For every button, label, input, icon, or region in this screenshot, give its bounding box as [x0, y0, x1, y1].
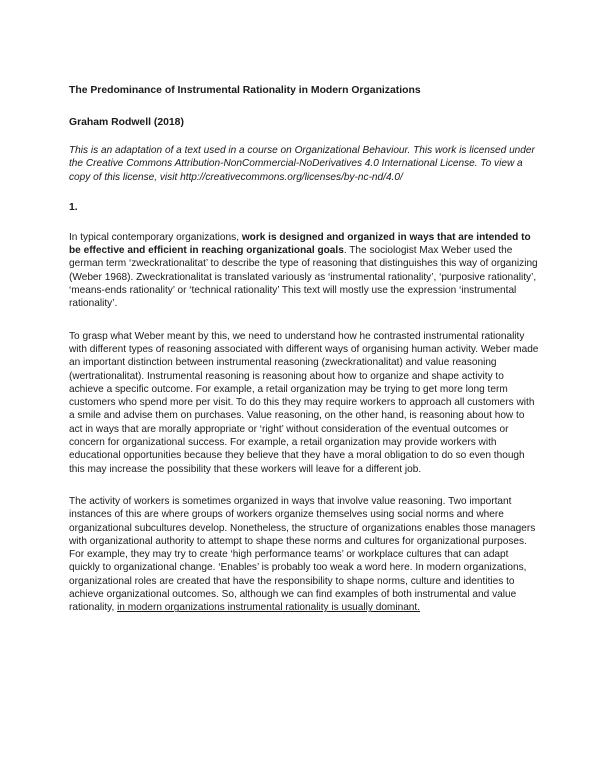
document-title: The Predominance of Instrumental Rationality in Modern Organizations — [69, 85, 421, 96]
paragraph-1-emphasis: work is designed and organized in ways that are intended to be effective and efficient in reaching organizational goals — [69, 231, 531, 257]
paragraph-3 — [69, 495, 539, 615]
paragraph-2: To grasp what Weber meant by this, we need to understand how he contrasted instrumental rationality with different types of reasoning associated with different ways of organising human activity. Weber made an important distinction between instrumental reasoning (zweckrationalitat) and value reasoning (wertrationalitat). Instrumental reasoning is reasoning about how to organize and shape activity to achieve a specific outcome. For example, a retail organization may be trying to get more long term customers who spend more per visit. To do this they may require workers to approach all customers with a smile and advise them on purchases. Value reasoning, on the other hand, is reasoning about how to act in ways that are morally appropriate or ‘right’ without consideration of the eventual outcomes or concern for organizational success. For example, a retail organization may provide workers with educational opportunities because they believe that they have a moral obligation to do so even though this may increase the possibility that these workers will leave for a different job. — [69, 330, 539, 475]
license-notice: This is an adaptation of a text used in a course on Organizational Behaviour. This work is licensed under the Creative Commons Attribution-NonCommercial-NoDerivatives 4.0 International License. To view a copy of this license, visit http://creativecommons.org/licenses/by-nc-nd/4.0/ — [69, 145, 535, 183]
document-author: Graham Rodwell (2018) — [69, 117, 184, 128]
section-number: 1. — [69, 201, 78, 213]
paragraph-1-rest: . The sociologist Max Weber used the german term ‘zweckrationalitat’ to describe the type of reasoning that distinguishes this way of organizing (Weber 1968). Zweckrationalitat is translated variously as ‘instrumental rationality’, ‘purposive rationality’, ‘means-ends rationality’ or ‘technical rationality’ This text will mostly use the expression ‘instrumental rationality’. — [69, 245, 538, 310]
paragraph-3-underlined: in modern organizations instrumental rationality is usually dominant. — [117, 602, 421, 614]
document-page — [69, 84, 539, 615]
paragraph-1 — [69, 231, 539, 311]
paragraph-3-text: The activity of workers is sometimes organized in ways that involve value reasoning. Two important instances of this are where groups of workers organize themselves using social norms and where organizational subcultures develop. Nonetheless, the structure of organizations enables those managers with organizational authority to attempt to shape these norms and cultures for organizational purposes. For example, they may try to create ‘high performance teams’ or workplace cultures that can adapt quickly to organizational change. ‘Enables’ is probably too weak a word here. In modern organizations, organizational roles are created that have the responsibility to shape norms, culture and identities to achieve organizational outcomes. So, although we can find examples of both instrumental and value rationality, — [69, 495, 536, 614]
paragraph-1-lead: In typical contemporary organizations, — [69, 231, 242, 243]
